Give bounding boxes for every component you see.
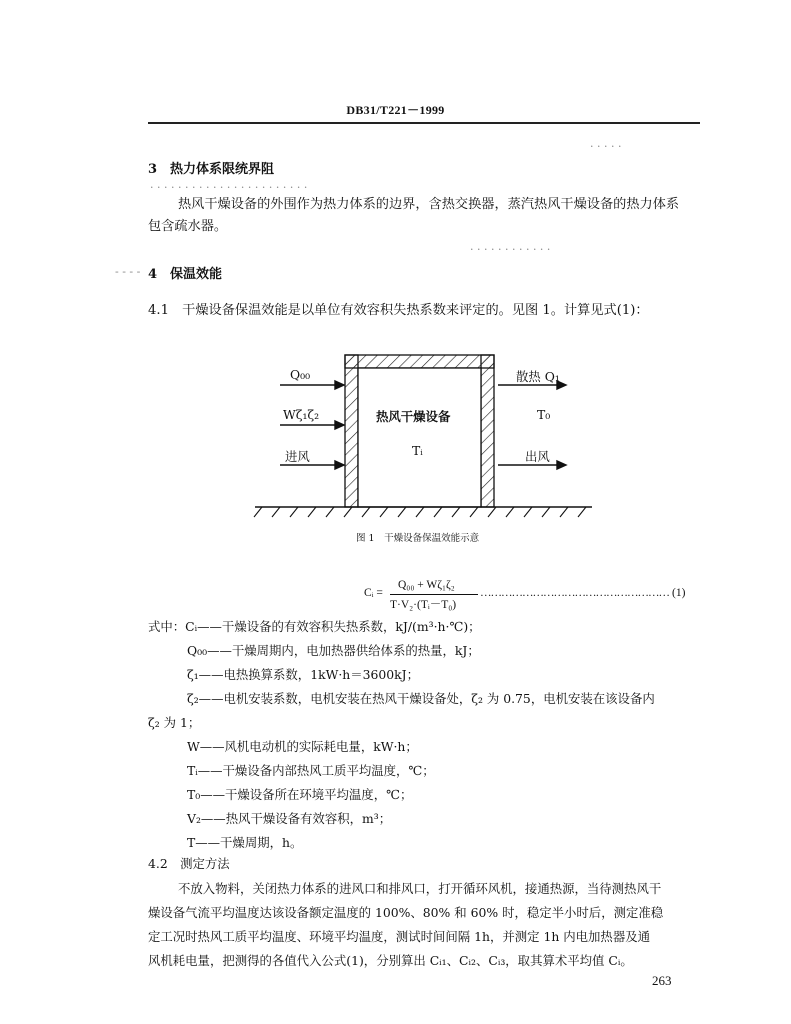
- label-heat-loss: 散热 Q₁: [516, 369, 560, 384]
- input-arrow-head: [335, 421, 344, 429]
- definition-line: ζ₁——电热换算系数，1kW·h＝3600kJ；: [187, 667, 420, 682]
- clause-4-2-line: 定工况时热风工质平均温度、环境平均温度，测试时间间隔 1h，并测定 1h 内电加热器及通: [148, 929, 650, 944]
- clause-4-2-line: 燥设备气流平均温度达该设备额定温度的 100%、80% 和 60% 时，稳定半小时后，测定准稳: [148, 905, 664, 920]
- clause-4-2-heading: 4.2 测定方法: [148, 856, 230, 871]
- ground-hatch: [254, 507, 586, 517]
- scan-noise: - - - -: [115, 265, 141, 278]
- formula-denominator: T·V₂·(Tᵢ－T₀): [390, 599, 457, 611]
- input-arrow-head: [335, 461, 344, 469]
- output-arrow-head: [557, 461, 566, 469]
- label-heat-input: Q₀₀: [290, 367, 311, 382]
- scan-noise: · · · · ·: [590, 140, 622, 153]
- input-arrow-head: [335, 381, 344, 389]
- formula-number: (1): [672, 587, 686, 599]
- box-title: 热风干燥设备: [376, 409, 451, 424]
- header-rule: [148, 122, 700, 124]
- definition-line: 式中：Cᵢ——干燥设备的有效容积失热系数，kJ/(m³·h·℃)；: [148, 619, 481, 634]
- label-outlet-air: 出风: [525, 449, 550, 464]
- fraction-bar: [390, 594, 478, 595]
- page-number: 263: [652, 973, 672, 988]
- scan-noise: · · · · · · · · · · · ·: [470, 243, 551, 256]
- definition-line: T——干燥周期，h。: [187, 835, 303, 850]
- formula-leader-dots: ………………………………………………: [480, 587, 669, 599]
- top-wall: [345, 355, 494, 368]
- figure-caption: 图 1 干燥设备保温效能示意: [356, 533, 480, 544]
- formula-numerator: Q₀₀ + Wζ₁ζ₂: [398, 579, 455, 591]
- label-fan-power: Wζ₁ζ₂: [283, 407, 320, 422]
- clause-4-1: 4.1 干燥设备保温效能是以单位有效容积失热系数来评定的。见图 1。计算见式(1)：: [148, 303, 649, 318]
- label-ambient-temp: T₀: [537, 407, 551, 422]
- chamber-interior: [358, 368, 481, 507]
- definition-line: ζ₂——电机安装系数，电机安装在热风干燥设备处，ζ₂ 为 0.75，电机安装在该设备内: [187, 691, 655, 706]
- section-4-heading: 4 保温效能: [148, 267, 223, 282]
- formula-lhs: Cᵢ =: [364, 587, 383, 599]
- section-3-body-line: 热风干燥设备的外围作为热力体系的边界，含热交换器，蒸汽热风干燥设备的热力体系: [178, 197, 680, 212]
- definition-line: W——风机电动机的实际耗电量，kW·h；: [187, 739, 418, 754]
- box-inner-temp: Tᵢ: [412, 443, 423, 458]
- right-wall: [481, 355, 494, 507]
- definition-line: Tᵢ——干燥设备内部热风工质平均温度，℃；: [187, 763, 435, 778]
- standard-code: DB31/T221－1999: [346, 103, 445, 117]
- section-3-body-line: 包含疏水器。: [148, 219, 228, 234]
- definition-line: T₀——干燥设备所在环境平均温度，℃；: [187, 787, 413, 802]
- definition-line: Q₀₀——干燥周期内，电加热器供给体系的热量，kJ；: [187, 643, 480, 658]
- clause-4-2-line: 不放入物料，关闭热力体系的进风口和排风口，打开循环风机，接通热源，当待测热风干: [178, 881, 662, 896]
- definition-line: ζ₂ 为 1；: [148, 715, 201, 730]
- section-3-heading: 3 热力体系限统界阻: [148, 162, 275, 177]
- clause-4-2-line: 风机耗电量，把测得的各值代入公式(1)，分别算出 Cᵢ₁、Cᵢ₂、Cᵢ₃，取其算术平均值 Cᵢ。: [148, 953, 633, 968]
- scan-noise: · · · · · · · · · · · · · · · · · · · · · · ·: [150, 181, 308, 194]
- label-inlet-air: 进风: [285, 449, 310, 464]
- definition-line: V₂——热风干燥设备有效容积，m³；: [187, 811, 392, 826]
- left-wall: [345, 355, 358, 507]
